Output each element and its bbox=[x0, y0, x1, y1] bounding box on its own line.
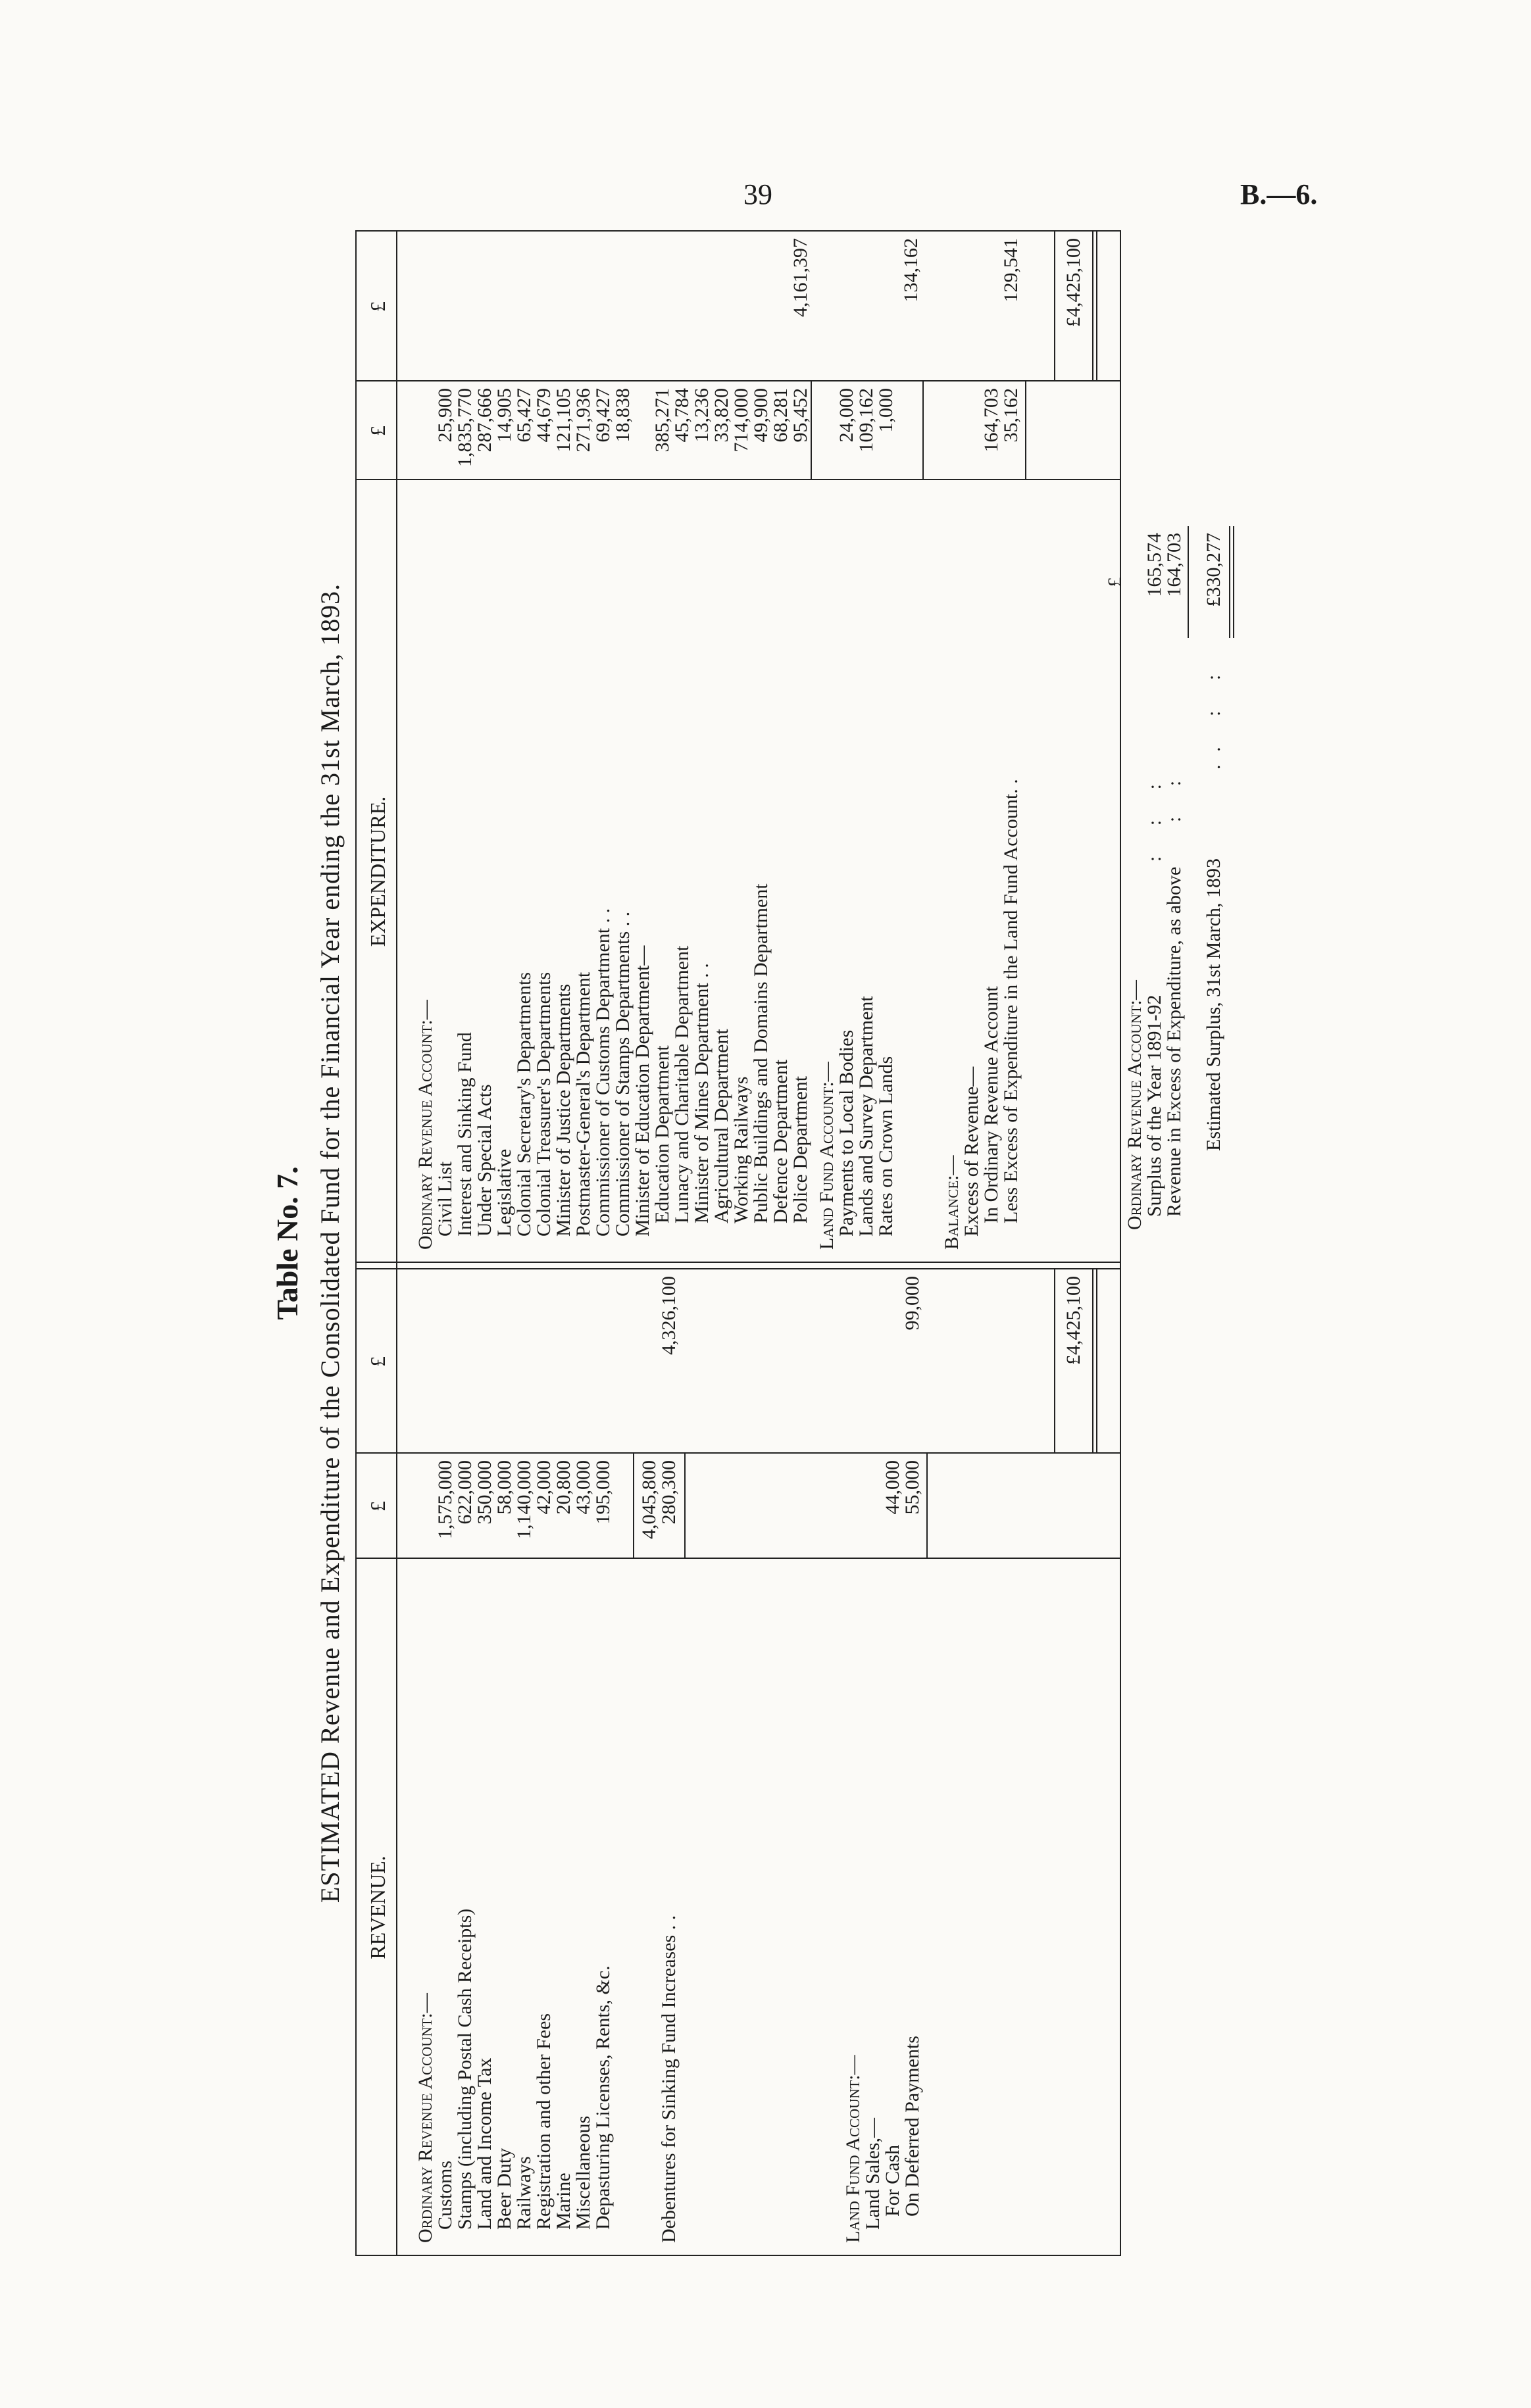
expenditure-item-value: 25,900 bbox=[434, 388, 456, 443]
expenditure-ordinary-total: 4,161,397 bbox=[790, 238, 811, 317]
table-title: Table No. 7. bbox=[270, 1166, 304, 1320]
summary-item-surplus: Surplus of the Year 1891-92 bbox=[1143, 995, 1165, 1217]
revenue-item-value: 195,000 bbox=[592, 1460, 614, 1525]
expenditure-item-label: Postmaster-General's Department bbox=[572, 971, 594, 1237]
expenditure-item-value: 714,000 bbox=[730, 388, 752, 453]
expenditure-item-value: 14,905 bbox=[493, 388, 515, 443]
pound-symbol: £ bbox=[366, 1501, 389, 1511]
summary-estimated-value: £330,277 bbox=[1203, 533, 1224, 607]
summary-estimated-label: Estimated Surplus, 31st March, 1893 bbox=[1203, 858, 1224, 1151]
expenditure-ordinary-heading: Ordinary Revenue Account:— bbox=[414, 1000, 436, 1250]
pound-symbol: £ bbox=[366, 1356, 389, 1367]
expenditure-item-value: 69,427 bbox=[592, 388, 614, 443]
summary-item-surplus-value: 165,574 bbox=[1143, 533, 1165, 597]
revenue-item-label: Land and Income Tax bbox=[474, 2057, 495, 2230]
debentures-label: Debentures for Sinking Fund Increases . . bbox=[658, 1915, 680, 2243]
land-sales-label: Land Sales,— bbox=[862, 2118, 884, 2230]
expenditure-item-value: 65,427 bbox=[513, 388, 535, 443]
expenditure-item-label: Minister of Mines Department . . bbox=[691, 963, 713, 1223]
expenditure-item-value: 287,666 bbox=[474, 388, 495, 453]
expenditure-land-item-value: 109,162 bbox=[855, 388, 877, 453]
balance-heading: Balance:— bbox=[941, 1155, 963, 1250]
balance-item-land: Less Excess of Expenditure in the Land Fund Account. . bbox=[1000, 779, 1022, 1223]
expenditure-item-label: Working Railways bbox=[730, 1076, 752, 1223]
revenue-header: REVENUE. bbox=[366, 1855, 389, 1959]
balance-item-ordinary: In Ordinary Revenue Account bbox=[980, 986, 1002, 1223]
summary-pound: £ bbox=[1104, 577, 1126, 587]
revenue-item-value: 1,140,000 bbox=[513, 1460, 535, 1539]
expenditure-item-label: Defence Department bbox=[770, 1059, 791, 1223]
expenditure-item-label: Under Special Acts bbox=[474, 1084, 495, 1237]
expenditure-item-label: Education Department bbox=[651, 1045, 673, 1223]
debentures-value: 280,300 bbox=[658, 1460, 680, 1525]
revenue-item-label: Marine bbox=[553, 2173, 574, 2230]
expenditure-item-value: 44,679 bbox=[533, 388, 555, 443]
expenditure-item-label: Interest and Sinking Fund bbox=[454, 1032, 476, 1237]
expenditure-item-label: Minister of Justice Departments bbox=[553, 983, 574, 1237]
expenditure-land-item-label: Rates on Crown Lands bbox=[875, 1056, 897, 1237]
expenditure-item-label: Colonial Treasurer's Departments bbox=[533, 971, 555, 1237]
expenditure-item-value: 13,236 bbox=[691, 388, 713, 443]
accounts-table bbox=[355, 230, 1121, 2256]
expenditure-item-value: 95,452 bbox=[790, 388, 811, 443]
revenue-item-value: 622,000 bbox=[454, 1460, 476, 1525]
revenue-item-value: 43,000 bbox=[572, 1460, 594, 1515]
revenue-item-label: Railways bbox=[513, 2156, 535, 2230]
revenue-item-value: 20,800 bbox=[553, 1460, 574, 1515]
expenditure-land-item-value: 24,000 bbox=[836, 388, 857, 443]
balance-item-ordinary-value: 164,703 bbox=[980, 388, 1002, 453]
expenditure-land-heading: Land Fund Account:— bbox=[816, 1062, 838, 1250]
revenue-item-value: 1,575,000 bbox=[434, 1460, 456, 1539]
expenditure-land-item-value: 1,000 bbox=[875, 388, 897, 433]
revenue-item-label: Miscellaneous bbox=[572, 2115, 594, 2230]
expenditure-land-item-label: Lands and Survey Department bbox=[855, 996, 877, 1237]
land-item-cash-value: 44,000 bbox=[882, 1460, 903, 1515]
expenditure-item-label: Civil List bbox=[434, 1161, 456, 1237]
revenue-grand-total: £4,425,100 bbox=[1063, 1276, 1084, 1365]
expenditure-grand-total: £4,425,100 bbox=[1063, 238, 1084, 327]
expenditure-item-value: 385,271 bbox=[651, 388, 673, 453]
expenditure-item-label: Agricultural Department bbox=[711, 1029, 732, 1223]
page-number: 39 bbox=[743, 178, 772, 210]
rotated-table-sheet bbox=[270, 230, 1224, 2256]
expenditure-item-label: Legislative bbox=[493, 1148, 515, 1237]
land-item-deferred: On Deferred Payments bbox=[901, 2036, 923, 2217]
surplus-summary: Ordinary Revenue Account:— £ Surplus of the Year 1891-92 : : : 165,574 Revenue in Excess of Expenditure, as above : : 164,703 Estimated Surplus, 31st March, 1893 . . : : £330,277 bbox=[1125, 243, 1270, 1230]
expenditure-item-value: 121,105 bbox=[553, 388, 574, 453]
revenue-item-label: Customs bbox=[434, 2160, 456, 2230]
expenditure-item-label: Police Department bbox=[790, 1075, 811, 1223]
expenditure-item-label: Lunacy and Charitable Department bbox=[671, 945, 693, 1223]
excess-heading: Excess of Revenue— bbox=[961, 1066, 982, 1237]
expenditure-item-value: 271,936 bbox=[572, 388, 594, 453]
table-subtitle: ESTIMATED Revenue and Expenditure of the Consolidated Fund for the Financial Year ending the 31st March, 1893. bbox=[315, 583, 345, 1904]
balance-total: 129,541 bbox=[1000, 238, 1022, 303]
expenditure-item-value: 45,784 bbox=[671, 388, 693, 443]
expenditure-item-label: Commissioner of Stamps Departments . . bbox=[612, 911, 634, 1237]
expenditure-land-total: 134,162 bbox=[900, 238, 922, 303]
pound-symbol: £ bbox=[366, 426, 389, 436]
expenditure-item-value: 49,900 bbox=[750, 388, 772, 443]
revenue-land-total: 99,000 bbox=[901, 1276, 923, 1331]
expenditure-header: EXPENDITURE. bbox=[366, 796, 389, 947]
expenditure-item-label: Commissioner of Customs Department . . bbox=[592, 908, 614, 1237]
revenue-ordinary-subtotal: 4,045,800 bbox=[638, 1460, 660, 1539]
expenditure-land-item-label: Payments to Local Bodies bbox=[836, 1029, 857, 1237]
land-item-deferred-value: 55,000 bbox=[901, 1460, 923, 1515]
expenditure-item-label: Public Buildings and Domains Department bbox=[750, 883, 772, 1223]
revenue-item-value: 42,000 bbox=[533, 1460, 555, 1515]
balance-item-land-value: 35,162 bbox=[1000, 388, 1022, 443]
expenditure-item-value: 18,838 bbox=[612, 388, 634, 443]
revenue-item-label: Beer Duty bbox=[493, 2148, 515, 2230]
expenditure-item-label: Colonial Secretary's Departments bbox=[513, 972, 535, 1237]
revenue-land-heading: Land Fund Account:— bbox=[842, 2055, 864, 2243]
revenue-item-label: Depasturing Licenses, Rents, &c. bbox=[592, 1965, 614, 2230]
document-reference: B.—6. bbox=[1240, 178, 1318, 210]
expenditure-item-value: 33,820 bbox=[711, 388, 732, 443]
summary-item-excess: Revenue in Excess of Expenditure, as above bbox=[1163, 866, 1185, 1217]
pound-symbol: £ bbox=[366, 301, 389, 312]
expenditure-item-value: 68,281 bbox=[770, 388, 791, 443]
revenue-item-label: Registration and other Fees bbox=[533, 2013, 555, 2230]
revenue-item-value: 350,000 bbox=[474, 1460, 495, 1525]
expenditure-item-value: 1,835,770 bbox=[454, 388, 476, 467]
land-item-cash: For Cash bbox=[882, 2144, 903, 2217]
education-heading: Minister of Education Department— bbox=[632, 945, 653, 1237]
revenue-ordinary-total: 4,326,100 bbox=[658, 1276, 680, 1355]
summary-item-excess-value: 164,703 bbox=[1163, 533, 1185, 597]
summary-heading: Ordinary Revenue Account:— bbox=[1124, 980, 1145, 1230]
revenue-item-value: 58,000 bbox=[493, 1460, 515, 1515]
revenue-ordinary-heading: Ordinary Revenue Account:— bbox=[414, 1993, 436, 2243]
revenue-item-label: Stamps (including Postal Cash Receipts) bbox=[454, 1908, 476, 2230]
